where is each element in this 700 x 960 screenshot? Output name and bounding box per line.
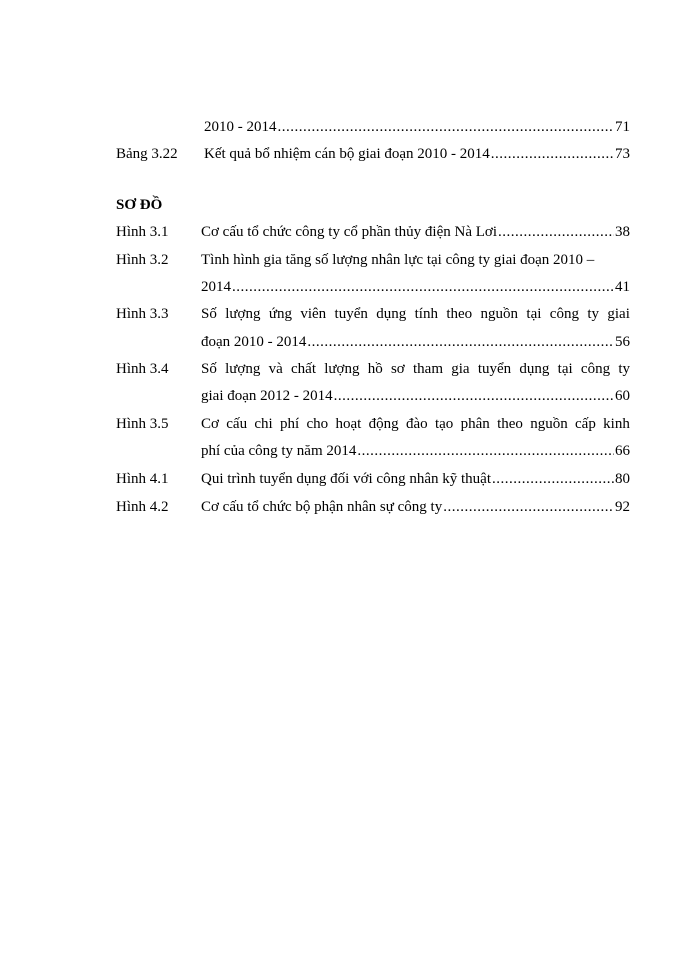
entry-page: 38: [615, 224, 630, 240]
entry-number: Hình 3.3: [116, 306, 169, 322]
dot-leader: [443, 498, 614, 516]
title-word: cấu: [226, 416, 248, 432]
title-word: kinh: [603, 416, 630, 432]
title-word: Số: [201, 306, 217, 322]
entry-title: Cơ cấu tổ chức bộ phận nhân sự công ty: [201, 499, 443, 515]
title-word: tham: [413, 361, 443, 377]
entry-title-line2: phí của công ty năm 2014: [201, 443, 357, 459]
entry-title-line1: [201, 360, 630, 378]
entry-page: 92: [615, 499, 630, 515]
title-word: cấp: [575, 416, 596, 432]
title-word: phí: [280, 416, 300, 432]
entry-number: Hình 3.2: [116, 252, 169, 268]
title-word: dụng: [519, 361, 550, 377]
section-heading: SƠ ĐỒ: [116, 197, 163, 213]
entry-number: Bảng 3.22: [116, 146, 178, 162]
toc-entry-hinh-3-3: [201, 333, 630, 351]
title-word: công: [580, 361, 611, 377]
title-word: Số: [201, 361, 217, 377]
title-word: sơ: [390, 361, 405, 377]
entry-title: Cơ cấu tổ chức công ty cổ phần thủy điện Nà Lơi: [201, 224, 498, 240]
entry-title: 2010 - 2014: [204, 119, 277, 135]
entry-title: Qui trình tuyển dụng đối với công nhân kỹ thuật: [201, 471, 491, 487]
entry-title-line1: [201, 415, 630, 433]
title-word: hoạt: [335, 416, 362, 432]
toc-entry-hinh-4-2: [201, 498, 630, 516]
title-word: theo: [497, 416, 523, 432]
title-word: tại: [557, 361, 573, 377]
dot-leader: [278, 118, 615, 136]
title-word: đào: [405, 416, 428, 432]
dot-leader: [307, 333, 614, 351]
toc-entry-bang-continuation: [204, 118, 630, 136]
title-word: ty: [618, 361, 630, 377]
entry-title-line1: [201, 305, 630, 323]
title-word: chi: [254, 416, 273, 432]
title-word: nguồn: [480, 306, 519, 322]
entry-number: Hình 4.1: [116, 471, 169, 487]
title-word: động: [368, 416, 399, 432]
entry-number: Hình 3.4: [116, 361, 169, 377]
toc-entry-hinh-3-2: [201, 278, 630, 296]
title-word: gia: [451, 361, 470, 377]
dot-leader: [334, 387, 614, 405]
entry-page: 71: [615, 119, 630, 135]
title-word: công: [549, 306, 579, 322]
title-word: Cơ: [201, 416, 219, 432]
title-word: hồ: [367, 361, 383, 377]
toc-entry-hinh-3-4: [201, 387, 630, 405]
title-word: phân: [460, 416, 490, 432]
entry-page: 66: [615, 443, 630, 459]
entry-title-line2: giai đoạn 2012 - 2014: [201, 388, 333, 404]
title-word: theo: [446, 306, 473, 322]
toc-entry-hinh-4-1: [201, 470, 630, 488]
entry-page: 73: [615, 146, 630, 162]
dot-leader: [357, 442, 614, 460]
title-word: tạo: [434, 416, 454, 432]
title-word: tại: [526, 306, 542, 322]
entry-title-line1: Tình hình gia tăng số lượng nhân lực tại công ty giai đoạn 2010 –: [201, 252, 595, 268]
title-word: ty: [587, 306, 600, 322]
title-word: và: [268, 361, 283, 377]
title-word: viên: [300, 306, 327, 322]
title-word: lượng: [225, 361, 261, 377]
title-word: chất: [291, 361, 316, 377]
title-word: tính: [414, 306, 438, 322]
entry-page: 41: [615, 279, 630, 295]
toc-entry-bang-3-22: [204, 145, 630, 163]
title-word: tuyển: [477, 361, 512, 377]
entry-number: Hình 4.2: [116, 499, 169, 515]
title-word: lượng: [324, 361, 360, 377]
title-word: giai: [607, 306, 630, 322]
entry-number: Hình 3.5: [116, 416, 169, 432]
title-word: nguồn: [530, 416, 568, 432]
entry-title: Kết quả bổ nhiệm cán bộ giai đoạn 2010 - 2014: [204, 146, 490, 162]
title-word: lượng: [225, 306, 261, 322]
toc-entry-hinh-3-1: [201, 223, 630, 241]
entry-number: Hình 3.1: [116, 224, 169, 240]
dot-leader: [492, 470, 614, 488]
toc-entry-hinh-3-5: [201, 442, 630, 460]
entry-page: 60: [615, 388, 630, 404]
title-word: cho: [306, 416, 329, 432]
title-word: dụng: [376, 306, 407, 322]
entry-page: 80: [615, 471, 630, 487]
dot-leader: [232, 278, 614, 296]
title-word: ứng: [268, 306, 292, 322]
entry-page: 56: [615, 334, 630, 350]
entry-title-line2: đoạn 2010 - 2014: [201, 334, 307, 350]
dot-leader: [498, 223, 614, 241]
dot-leader: [491, 145, 614, 163]
entry-title-line2: 2014: [201, 279, 231, 295]
title-word: tuyển: [334, 306, 368, 322]
